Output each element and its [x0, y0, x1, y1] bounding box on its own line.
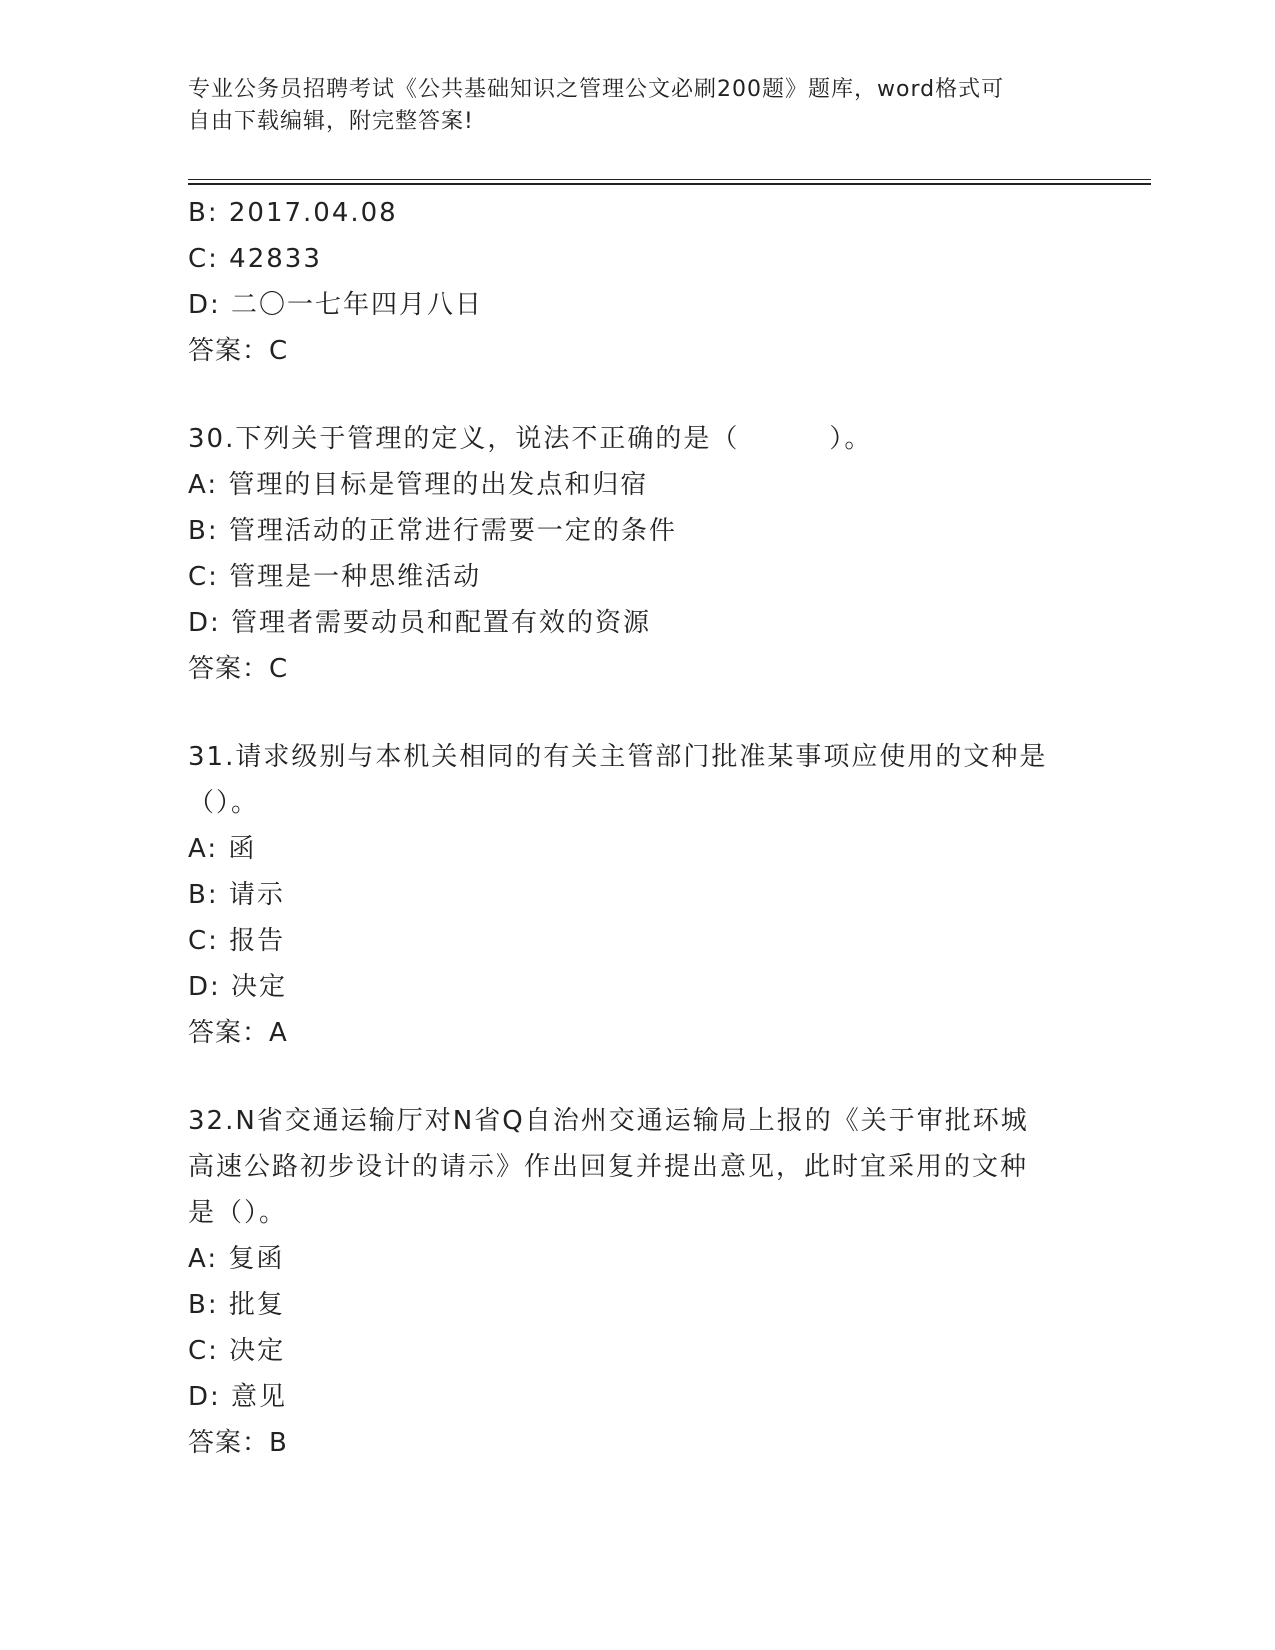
question-stem — [188, 416, 1088, 462]
answer: 答案：C — [188, 336, 289, 366]
option-c: C: 管理是一种思维活动 — [188, 562, 482, 592]
answer: 答案：A — [188, 1018, 288, 1048]
option-d: D: 管理者需要动员和配置有效的资源 — [188, 608, 652, 638]
question-29 — [188, 190, 1088, 374]
question-30 — [188, 416, 1088, 692]
spacer — [188, 1056, 1088, 1098]
header-line-2: 自由下载编辑，附完整答案! — [188, 109, 474, 134]
option-b: B: 批复 — [188, 1290, 285, 1320]
question-31 — [188, 734, 1088, 1056]
stem-text-end: ）。 — [829, 424, 873, 454]
option-a: A: 函 — [188, 834, 257, 864]
spacer — [188, 692, 1088, 734]
option-d: D: 意见 — [188, 1382, 288, 1412]
question-stem-line-2: （）。 — [188, 788, 260, 818]
header-divider-thin — [188, 179, 1151, 180]
option-c: C: 决定 — [188, 1336, 286, 1366]
question-stem-line-2: 高速公路初步设计的请示》作出回复并提出意见，此时宜采用的文种 — [188, 1152, 1029, 1182]
answer: 答案：C — [188, 654, 289, 684]
option-b: B: 管理活动的正常进行需要一定的条件 — [188, 516, 677, 546]
answer: 答案：B — [188, 1428, 288, 1458]
question-stem-line-1: 32.N省交通运输厅对N省Q自治州交通运输局上报的《关于审批环城 — [188, 1106, 1029, 1136]
option-d: D: 二〇一七年四月八日 — [188, 290, 484, 320]
stem-text: 30.下列关于管理的定义，说法不正确的是（ — [188, 424, 740, 454]
option-b: B: 2017.04.08 — [188, 198, 398, 228]
question-stem-line-3: 是（）。 — [188, 1198, 288, 1228]
question-list — [188, 190, 1088, 1466]
option-d: D: 决定 — [188, 972, 288, 1002]
header-divider-thick — [188, 183, 1151, 185]
question-stem-line-1: 31.请求级别与本机关相同的有关主管部门批准某事项应使用的文种是 — [188, 742, 1048, 772]
spacer — [188, 374, 1088, 416]
option-c: C: 报告 — [188, 926, 286, 956]
question-32 — [188, 1098, 1088, 1466]
option-c: C: 42833 — [188, 244, 322, 274]
document-header — [188, 74, 1068, 138]
option-b: B: 请示 — [188, 880, 285, 910]
header-line-1: 专业公务员招聘考试《公共基础知识之管理公文必刷200题》题库，word格式可 — [188, 77, 1005, 102]
option-a: A: 复函 — [188, 1244, 285, 1274]
option-a: A: 管理的目标是管理的出发点和归宿 — [188, 470, 649, 500]
